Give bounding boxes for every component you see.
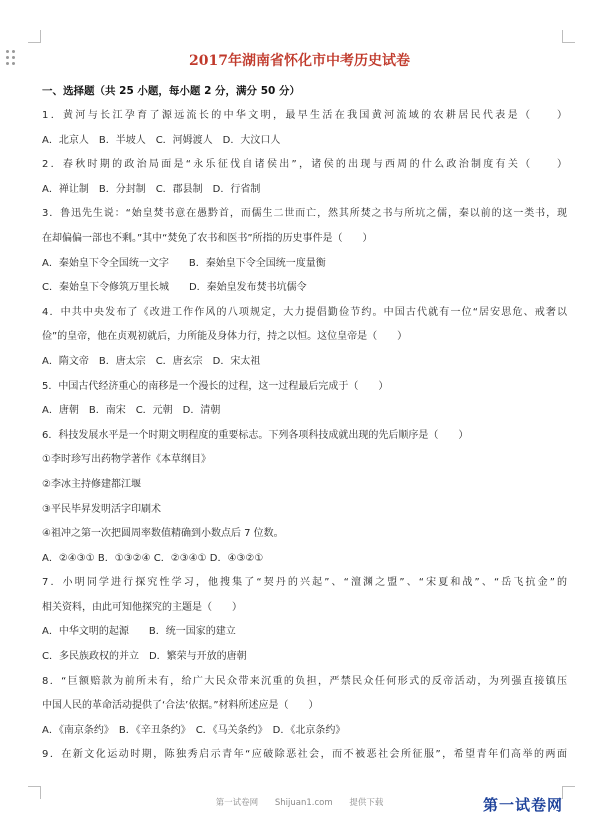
section-header: 一、选择题（共 25 小题，每小题 2 分，满分 50 分） xyxy=(42,85,300,97)
text-line: 俭”的皇帝，他在贞观初就后，力所能及身体力行，持之以恒。这位皇帝是（ ） xyxy=(42,331,408,343)
text-line: A．唐朝 B．南宋 C．元朝 D．清朝 xyxy=(42,405,221,417)
text-line: 8．“巨额赔款为前所未有，给广大民众带来沉重的负担，严禁民众任何形式的反帝活动，为列强直接镇压 xyxy=(42,675,567,687)
text-line: 4．中共中央发布了《改进工作作风的八项规定，大力提倡勤俭节约。中国古代就有一位“居安思危、戒奢以 xyxy=(42,306,567,318)
text-line: C．多民族政权的并立 D．繁荣与开放的唐朝 xyxy=(42,651,247,663)
text-line: 相关资料，由此可知他探究的主题是（ ） xyxy=(42,601,242,613)
text-line: A．北京人 B．半坡人 C．河姆渡人 D．大汶口人 xyxy=(42,134,281,146)
footer-site-url[interactable]: Shijuan1.com xyxy=(274,798,333,808)
text-line: 7．小明同学进行探究性学习，他搜集了“契丹的兴起”、“澶渊之盟”、“宋夏和战”、“岳飞抗金”的 xyxy=(42,577,567,589)
text-line: ①李时珍写出药物学著作《本草纲目》 xyxy=(42,454,211,466)
text-line: C．秦始皇下令修筑万里长城 D．秦始皇发布焚书坑儒令 xyxy=(42,282,307,294)
text-line: 2．春秋时期的政治局面是“永乐征伐自诸侯出”，诸侯的出现与西周的什么政治制度有关（ ） xyxy=(42,159,567,171)
text-line: ④祖冲之第一次把圆周率数值精确到小数点后 7 位数。 xyxy=(42,528,284,540)
text-line: 9．在新文化运动时期，陈独秀启示青年“应破除恶社会，而不被恶社会所征服”，希望青年们高举的两面 xyxy=(42,749,567,761)
text-line: 中国人民的革命活动提供了‘合法’依据。”材料所述应是（ ） xyxy=(42,700,319,712)
text-line: 在却偏偏一部也不剩。”其中“焚免了农书和医书”所指的历史事件是（ ） xyxy=(42,232,373,244)
question-body xyxy=(42,104,567,768)
crop-mark-top-left xyxy=(28,30,41,43)
document-title: 2017年湖南省怀化市中考历史试卷 xyxy=(189,53,410,69)
text-line: A．隋文帝 B．唐太宗 C．唐玄宗 D．宋太祖 xyxy=(42,355,261,367)
text-line: ②李冰主持修建都江堰 xyxy=(42,478,141,490)
text-line: 3．鲁迅先生说：“始皇焚书意在愚黔首，而儒生二世而亡，然其所焚之书与所坑之儒，秦以前的这一类书，现 xyxy=(42,208,567,220)
footer-slogan: 提供下载 xyxy=(349,798,384,808)
text-line: A．《南京条约》 B．《辛丑条约》 C．《马关条约》 D．《北京条约》 xyxy=(42,724,346,736)
text-line: A．秦始皇下令全国统一文字 B．秦始皇下令全国统一度量衡 xyxy=(42,257,326,269)
text-line: 1．黄河与长江孕育了源远流长的中华文明，最早生活在我国黄河流域的农耕居民代表是（ ） xyxy=(42,110,567,121)
footer-site-name: 第一试卷网 xyxy=(215,798,259,808)
crop-mark-top-right xyxy=(562,30,575,43)
text-line: 6．科技发展水平是一个时期文明程度的重要标志。下列各项科技成就出现的先后顺序是（ ） xyxy=(42,429,469,441)
text-line: A．中华文明的起源 B．统一国家的建立 xyxy=(42,626,236,638)
watermark-logo: 第一试卷网 xyxy=(483,796,564,814)
text-line: A．②④③① B．①③②④ C．②③④① D．④③②① xyxy=(42,552,264,564)
text-line: A．禅让制 B．分封制 C．郡县制 D．行省制 xyxy=(42,183,261,195)
text-line: ③平民毕昇发明活字印刷术 xyxy=(42,503,161,515)
text-line: 5．中国古代经济重心的南移是一个漫长的过程，这一过程最后完成于（ ） xyxy=(42,380,389,392)
